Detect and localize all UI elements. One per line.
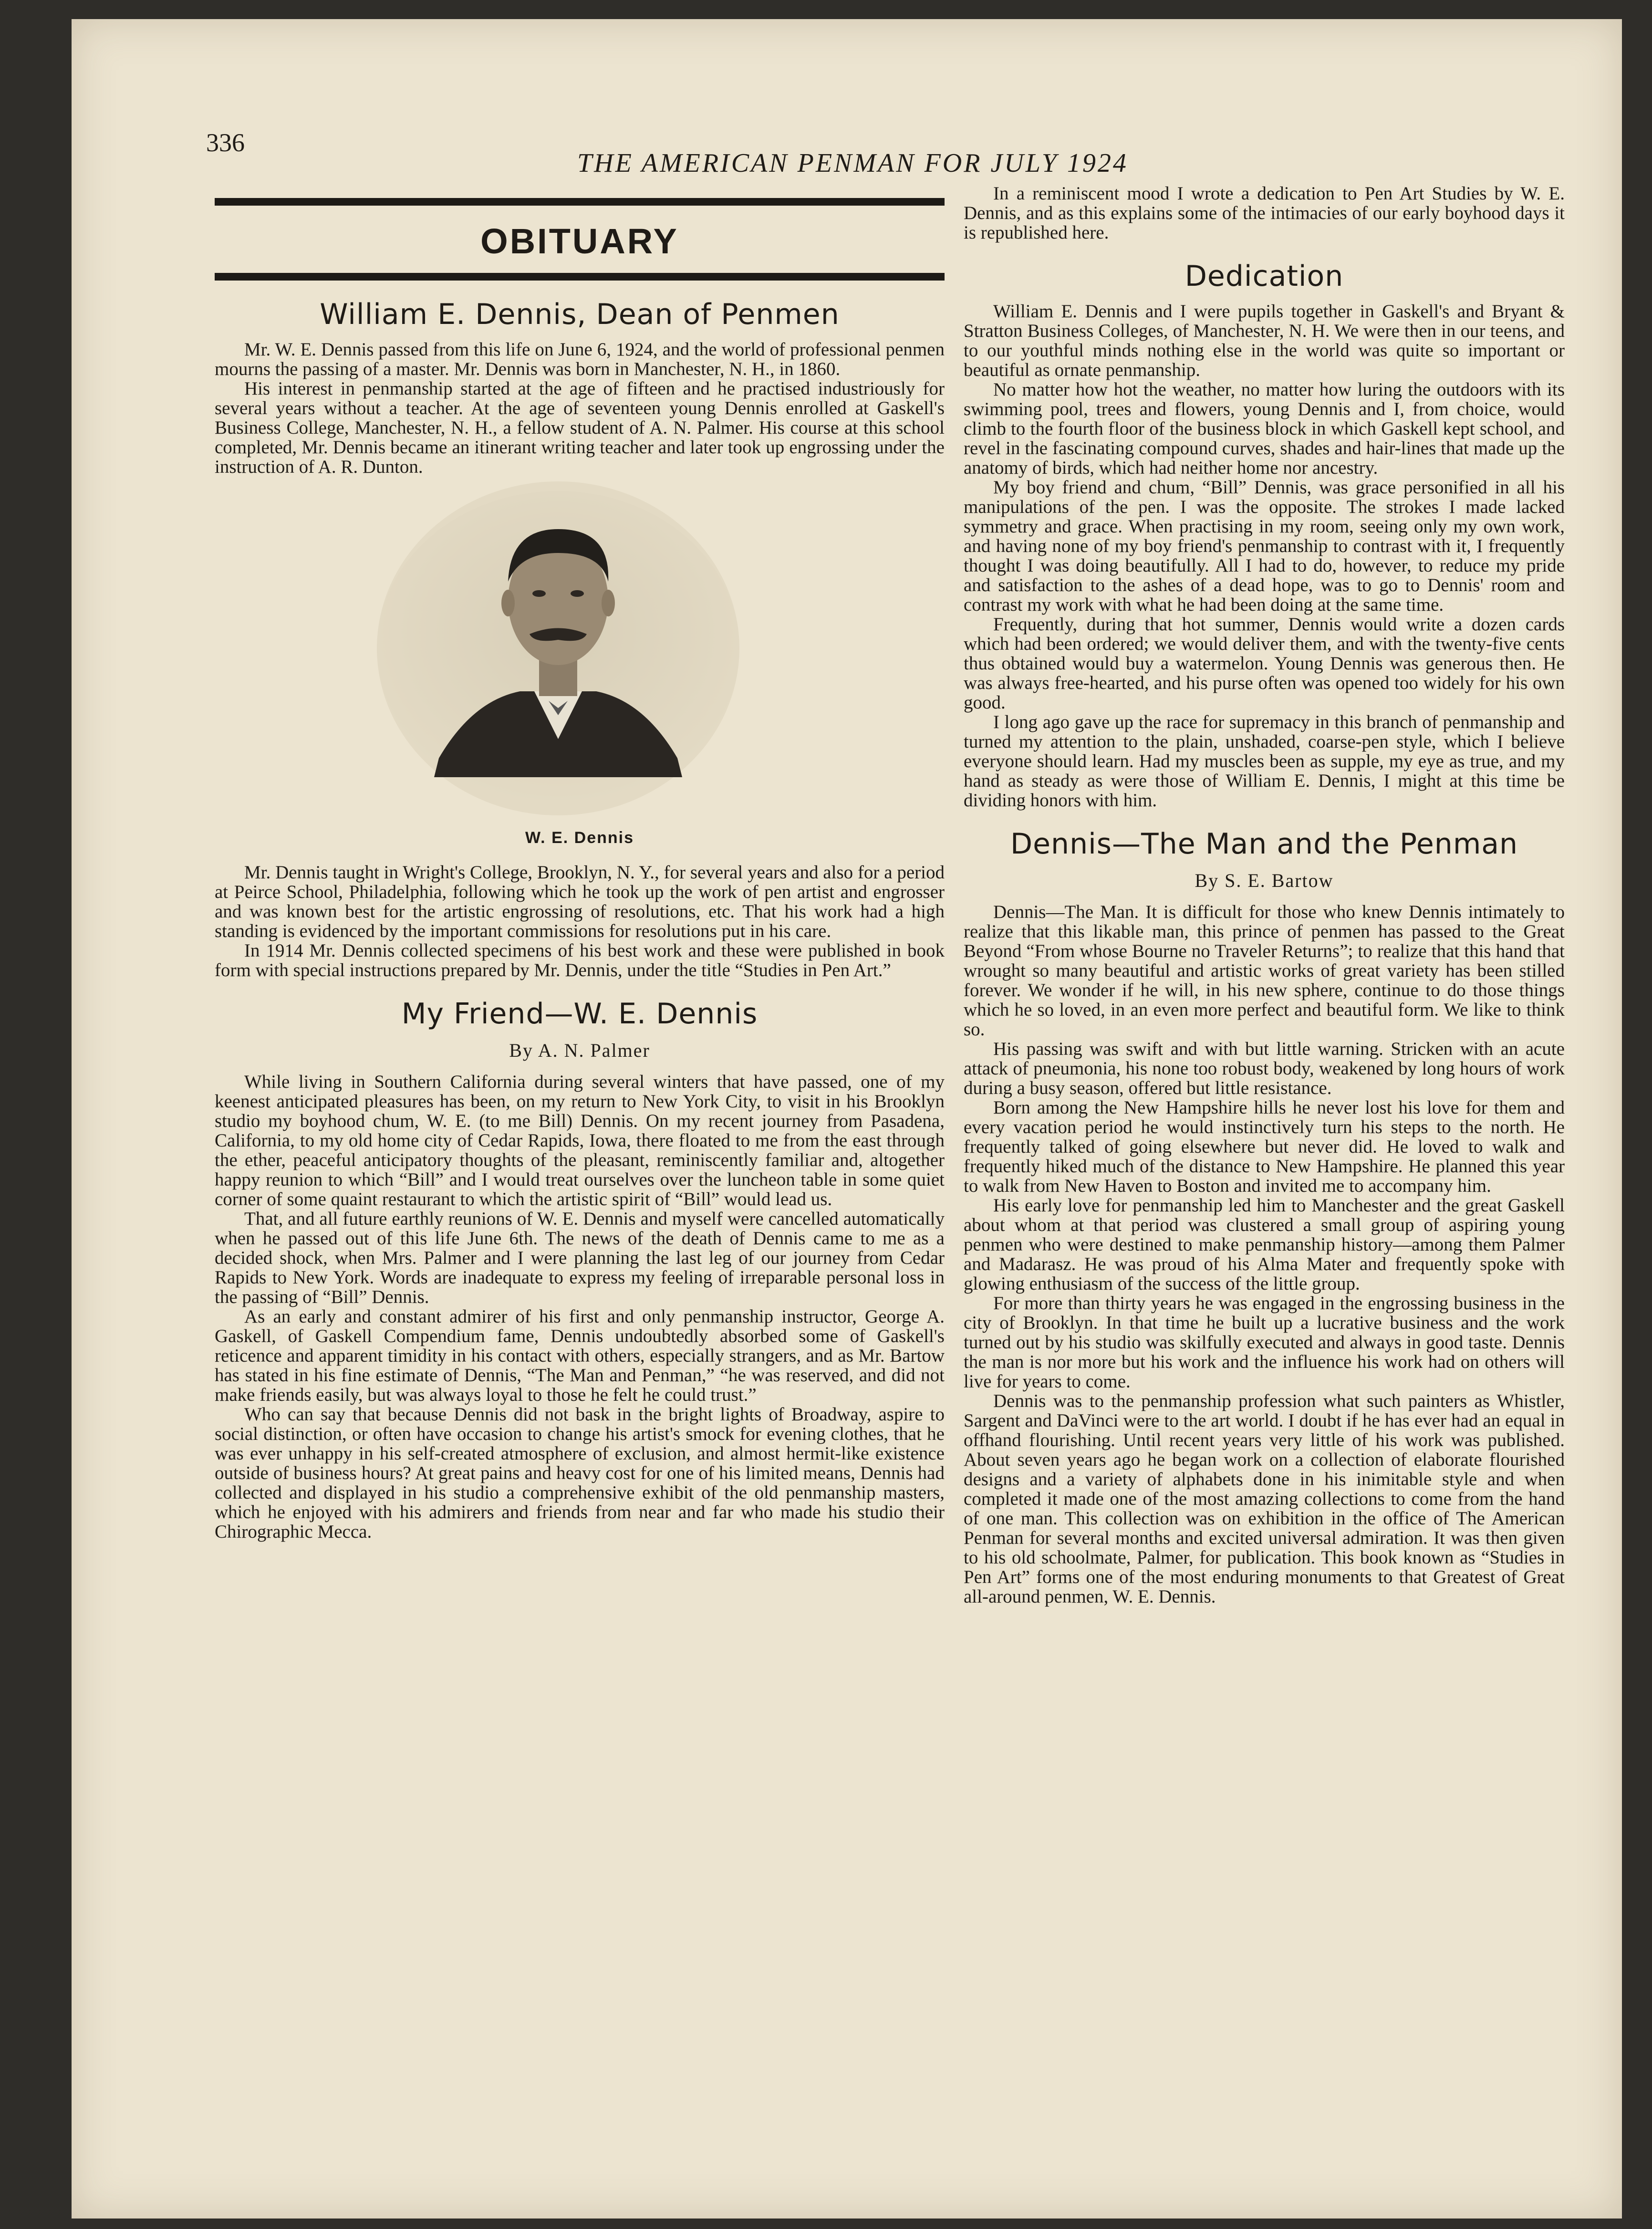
man-penman-paragraph: His early love for penmanship led him to Manchester and the great Gaskell about whom at that period was clustered a small group of aspiring young penmen who were destined to make penmanship history—among them Palmer and Madarasz. He was proud of his Alma Mater and frequently spoke with glowing enthusiasm of the success of the little group.: [964, 1195, 1565, 1294]
friend-headline: My Friend—W. E. Dennis: [401, 997, 758, 1031]
page-number: 336: [206, 128, 245, 157]
obituary-paragraph: His interest in penmanship started at the age of fifteen and he practised industriously for several years without a teacher. At the age of seventeen young Dennis enrolled at Gaskell's Business College, Manchester, N. H., a fellow student of A. N. Palmer. His course at this school completed, Mr. Dennis became an itinerant writing teacher and later took up engrossing under the instruction of A. R. Dunton.: [215, 378, 945, 477]
friend-paragraph: Who can say that because Dennis did not bask in the bright lights of Broadway, aspire to social distinction, or often have occasion to change his artist's smock for evening clothes, that he was ever unhappy in his self-created atmosphere of exclusion, and almost hermit-like existence outside of business hours? At great pains and heavy cost for one of his limited means, Dennis had collected and displayed in his studio a comprehensive exhibit of the old penmanship masters, which he enjoyed with his admirers and friends from near and far who made his studio their Chirographic Mecca.: [215, 1404, 945, 1542]
top-rule: [215, 198, 945, 206]
friend-paragraph: While living in Southern California during several winters that have passed, one of my keenest anticipated pleasures has been, on my return to New York City, to visit in his Brooklyn studio my boyhood chum, W. E. (to me Bill) Dennis. On my recent journey from Pasadena, California, to my old home city of Cedar Rapids, Iowa, there floated to me from the east through the ether, peaceful anticipatory thoughts of the pleasant, reminiscently familiar and, altogether happy reunion to which “Bill” and I would treat ourselves over the luncheon table in some quiet corner of some quaint restaurant to which the artistic spirit of “Bill” would lead us.: [215, 1072, 945, 1209]
bottom-rule: [215, 273, 945, 281]
dedication-paragraph: No matter how hot the weather, no matter how luring the outdoors with its swimming pool, trees and flowers, young Dennis and I, from choice, would climb to the fourth floor of the business block in which Gaskell kept school, and revel in the fascinating compound curves, shades and hair-lines that made up the anatomy of birds, which had neither home nor ancestry.: [964, 379, 1565, 478]
portrait: [215, 491, 945, 825]
portrait-image: [377, 491, 739, 806]
dedication-paragraph: My boy friend and chum, “Bill” Dennis, was grace personified in all his manipulations of the pen. I was the opposite. The strokes I made lacked symmetry and grace. When practising in my room, seeing only my own work, and having none of my boy friend's penmanship to contrast with it, I frequently thought I was doing beautifully. All I had to do, however, to reduce my pride and satisfaction to the ashes of a dead hope, was to go to Dennis' room and contrast my work with what he had been doing at the same time.: [964, 477, 1565, 615]
obituary-paragraph: In 1914 Mr. Dennis collected specimens of his best work and these were published in book form with special instructions prepared by Mr. Dennis, under the title “Studies in Pen Art.”: [215, 940, 945, 980]
dedication-paragraph: I long ago gave up the race for supremacy in this branch of penmanship and turned my attention to the plain, unshaded, coarse-pen style, which I believe everyone should learn. Had my muscles been as supple, my eye as true, and my hand as steady as were those of William E. Dennis, I might at this time be dividing honors with him.: [964, 712, 1565, 811]
portrait-caption: W. E. Dennis: [525, 829, 634, 847]
man-penman-paragraph: His passing was swift and with but little warning. Stricken with an acute attack of pneumonia, his none too robust body, weakened by long hours of work during a busy season, offered but little resistance.: [964, 1039, 1565, 1098]
dedication-headline: Dedication: [1184, 260, 1344, 293]
dedication-paragraph: William E. Dennis and I were pupils together in Gaskell's and Bryant & Stratton Business Colleges, of Manchester, N. H. We were then in our teens, and to our youthful minds nothing else in the world was quite so important or beautiful as ornate penmanship.: [964, 301, 1565, 380]
magazine-page: [72, 19, 1622, 2219]
man-penman-byline: By S. E. Bartow: [1195, 870, 1334, 891]
obituary-title: OBITUARY: [480, 221, 679, 261]
friend-paragraph: That, and all future earthly reunions of W. E. Dennis and myself were cancelled automatically when he passed out of this life June 6th. The news of the death of Dennis came to me as a decided shock, when Mrs. Palmer and I were planning the last leg of our journey from Cedar Rapids to New York. Words are inadequate to express my feeling of irreparable personal loss in the passing of “Bill” Dennis.: [215, 1208, 945, 1307]
obituary-paragraph: Mr. W. E. Dennis passed from this life on June 6, 1924, and the world of professional penmen mourns the passing of a master. Mr. Dennis was born in Manchester, N. H., in 1860.: [215, 339, 945, 379]
friend-paragraph: In a reminiscent mood I wrote a dedication to Pen Art Studies by W. E. Dennis, and as this explains some of the intimacies of our early boyhood days it is republished here.: [964, 183, 1565, 243]
obituary-paragraph: Mr. Dennis taught in Wright's College, Brooklyn, N. Y., for several years and also for a period at Peirce School, Philadelphia, following which he took up the work of pen artist and engrosser and was known best for the artistic engrossing of resolutions, etc. That his work had a high standing is evidenced by the important commissions for resolutions put in his care.: [215, 862, 945, 941]
right-column: [964, 184, 1565, 1606]
friend-paragraph: As an early and constant admirer of his first and only penmanship instructor, George A. Gaskell, of Gaskell Compendium fame, Dennis undoubtedly absorbed some of Gaskell's reticence and apparent timidity in his contact with others, especially strangers, and as Mr. Bartow has stated in his fine estimate of Dennis, “The Man and Penman,” “he was reserved, and did not make friends easily, but was always loyal to those he felt he could trust.”: [215, 1306, 945, 1405]
obituary-headline: William E. Dennis, Dean of Penmen: [320, 298, 840, 331]
man-penman-paragraph: Born among the New Hampshire hills he never lost his love for them and every vacation period he would instinctively turn his steps to the north. He frequently talked of going elsewhere but never did. He loved to walk and frequently hiked much of the distance to New Hampshire. He planned this year to walk from New Haven to Boston and invited me to accompany him.: [964, 1097, 1565, 1196]
dedication-paragraph: Frequently, during that hot summer, Dennis would write a dozen cards which had been ordered; we would deliver them, and with the twenty-five cents thus obtained would buy a watermelon. Young Dennis was generous then. He was always free-hearted, and his purse often was opened too widely for his own good.: [964, 614, 1565, 713]
man-penman-paragraph: Dennis was to the penmanship profession what such painters as Whistler, Sargent and DaVinci were to the art world. I doubt if he has ever had an equal in offhand flourishing. Until recent years very little of his work was published. About seven years ago he began work on a collection of elaborate flourished designs and a variety of alphabets done in his inimitable style and when completed it made one of the most amazing collections to come from the hand of one man. This collection was on exhibition in the office of The American Penman for several months and excited universal admiration. It was then given to his old schoolmate, Palmer, for publication. This book known as “Studies in Pen Art” forms one of the most enduring monuments to that Greatest of Great all-around penmen, W. E. Dennis.: [964, 1391, 1565, 1607]
left-column: [215, 198, 945, 1542]
running-head: THE AMERICAN PENMAN FOR JULY 1924: [577, 148, 1128, 178]
friend-byline: By A. N. Palmer: [509, 1040, 650, 1061]
man-penman-headline: Dennis—The Man and the Penman: [1010, 827, 1518, 861]
man-penman-paragraph: Dennis—The Man. It is difficult for those who knew Dennis intimately to realize that this likable man, this prince of penmen has passed to the Great Beyond “From whose Bourne no Traveler Returns”; to realize that this hand that wrought so many beautiful and artistic works of great variety has been stilled forever. We wonder if he will, in his new sphere, continue to do those things which he so loved, in an even more perfect and beautiful form. We like to think so.: [964, 902, 1565, 1040]
man-penman-paragraph: For more than thirty years he was engaged in the engrossing business in the city of Brooklyn. In that time he built up a lucrative business and the work turned out by his studio was skilfully executed and always in good taste. Dennis the man is nor more but his work and the influence his work had on others will live for years to come.: [964, 1293, 1565, 1392]
